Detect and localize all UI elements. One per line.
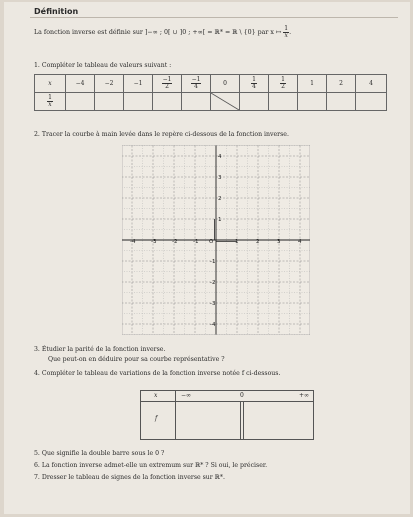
inverse-value-cell-crossed [211,93,240,111]
question-3-followup: Que peut-on en déduire pour sa courbe représentative ? [48,356,225,363]
fraction-numerator: 1 [284,25,289,32]
value-table-row-inverse [35,93,387,111]
value-table-row-x [35,75,387,93]
x-value-cell: 2 [327,75,356,93]
x-value-cell: 1 [298,75,327,93]
inverse-value-cell[interactable] [298,93,327,111]
variation-table [140,390,314,440]
x-value-cell: −4 [66,75,95,93]
inverse-value-cell[interactable] [66,93,95,111]
x-tick-label: -2 [172,239,178,245]
variation-x-label: x [154,392,158,399]
variation-minus-infinity: −∞ [181,392,192,399]
x-value-cell: 0 [211,75,240,93]
definition-text: La fonction inverse est définie sur ]−∞ ; 0[ ∪ ]0 ; +∞[ = ℝ* = ℝ \ {0} par x ↦ $\frac{1}{x}$ . [34,25,292,39]
double-bar-right [243,402,244,439]
x-tick-label: O [209,239,214,245]
definition-title: Définition [34,7,79,16]
y-tick-label: -4 [210,322,216,328]
question-2: 2. Tracer la courbe à main levée dans le repère ci-dessous de la fonction inverse. [34,131,289,138]
variation-table-divider [141,401,313,402]
value-table-head-inverse: $\frac{1}{x}$ [35,93,66,111]
definition-statement: La fonction inverse est définie sur ]−∞ ; 0[ ∪ ]0 ; +∞[ = ℝ* = ℝ \ {0} par x ↦ [34,29,282,36]
x-value-cell: $\frac{1}{4}$ [240,75,269,93]
y-tick-label: -1 [210,259,216,265]
x-tick-label: 2 [256,239,260,245]
y-tick-label: -3 [210,301,216,307]
inverse-value-cell[interactable] [95,93,124,111]
y-tick-label: 4 [218,154,222,160]
variation-table-column-divider [175,391,176,439]
y-tick-label: 3 [218,175,222,181]
inverse-value-cell[interactable] [327,93,356,111]
y-tick-label: 2 [218,196,222,202]
question-4: 4. Compléter le tableau de variations de la fonction inverse notée f ci-dessous. [34,370,281,377]
value-table-head-x: x [35,75,66,93]
question-7: 7. Dresser le tableau de signes de la fonction inverse sur ℝ*. [34,474,225,481]
y-tick-label: 1 [218,217,222,223]
question-3: 3. Étudier la parité de la fonction inverse. [34,346,166,353]
x-value-cell: $\frac{-1}{4}$ [182,75,211,93]
fraction-denominator: x [284,32,288,39]
definition-divider [30,17,398,18]
x-value-cell: 4 [356,75,387,93]
variation-f-label: f [155,415,158,422]
x-tick-label: 1 [235,239,239,245]
inverse-value-cell[interactable] [356,93,387,111]
x-tick-label: -1 [193,239,199,245]
definition-fraction [283,26,289,39]
question-6: 6. La fonction inverse admet-elle un extremum sur ℝ* ? Si oui, le préciser. [34,462,268,469]
inverse-value-cell[interactable] [182,93,211,111]
variation-zero: 0 [240,392,244,399]
x-value-cell: $\frac{1}{2}$ [269,75,298,93]
x-value-cell: −1 [124,75,153,93]
coordinate-grid[interactable] [122,145,310,335]
x-tick-label: -4 [130,239,136,245]
x-value-cell: −2 [95,75,124,93]
value-table [34,74,387,111]
question-1: 1. Compléter le tableau de valeurs suivant : [34,62,172,69]
inverse-value-cell[interactable] [124,93,153,111]
x-tick-label: 3 [277,239,281,245]
question-5: 5. Que signifie la double barre sous le 0 ? [34,450,165,457]
x-tick-label: 4 [298,239,302,245]
inverse-value-cell[interactable] [153,93,182,111]
variation-plus-infinity: +∞ [299,392,310,399]
inverse-value-cell[interactable] [269,93,298,111]
x-value-cell: $\frac{-1}{2}$ [153,75,182,93]
x-tick-label: -3 [151,239,157,245]
inverse-value-cell[interactable] [240,93,269,111]
y-tick-label: -2 [210,280,216,286]
double-bar-left [240,402,241,439]
